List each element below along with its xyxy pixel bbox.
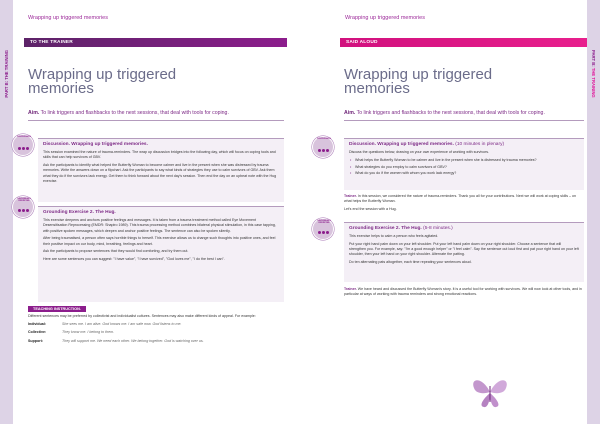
right-page	[300, 0, 600, 424]
teaching-row: Collective: They know me. I belong to them.	[28, 330, 115, 335]
teaching-row: Support: They will support me. We need each other. We belong together. God is watching over us.	[28, 338, 204, 343]
right-section-band: SAID ALOUD	[340, 38, 587, 47]
right-aim	[344, 110, 584, 121]
list-item: • What helps the Butterfly Woman to be calmer and live in the present when she is distressed by trauma memories?	[349, 158, 579, 163]
left-aim-label: Aim.	[28, 110, 40, 116]
left-discussion-p2: Ask the participants to identify what helped the Butterfly Woman to become calmer and live in the present when she was distressed by trauma memories. Write the answers down on a flipchart. Ask the participants to say what kinds of strategies they use to calm survivors of GBV. Ask them what they do if the survivors lack energy. Get them to think forward about the next day's session. Then end the day on an upbeat note with the Hug exercise.	[43, 163, 277, 183]
right-trainer-note-2: Trainer. We have heard and discussed the Butterfly Woman's story. It is a useful tool for working with survivors. We will now look at other tools, and in particular at ways of working with trauma reminders and strong emotional reactions.	[344, 287, 582, 297]
discussion-badge-icon: DISCUSSION	[12, 134, 34, 156]
teaching-intro: Different sentences may be preferred by collectivist and individualist cultures. Sentences may also make different kinds of appeal. For example:	[28, 314, 256, 318]
left-aim-text: To link triggers and flashbacks to the next sessions, that deal with tools for coping.	[39, 110, 229, 116]
left-grounding-p4: Here are some sentences you can suggest: "I have value", "I have survived", "God loves me", "I do the best I can".	[43, 256, 225, 261]
right-discussion-heading: Discussion. Wrapping up triggered memories. (10 minutes in plenary)	[349, 142, 505, 147]
left-discussion-heading: Discussion. Wrapping up triggered memories.	[43, 142, 148, 147]
teaching-instruction-tab: TEACHING INSTRUCTION.	[28, 306, 86, 312]
right-discussion-list	[349, 158, 579, 177]
teaching-row: Individual: She sees me. I am alive. God knows me. I am safe now. God listens to me.	[28, 322, 182, 327]
right-running-head: Wrapping up triggered memories	[345, 15, 425, 21]
right-grounding-box	[344, 222, 584, 282]
right-aim-label: Aim.	[344, 110, 356, 116]
list-item: • What strategies do you employ to calm survivors of GBV?	[349, 165, 579, 170]
right-trainer-note-1: Trainer. In this session, we considered the nature of trauma-reminders. Thank you all for your contributions. Next we will work at coping skills – on what helps the Butterfly Woman. Let's end the session with a Hug.	[344, 194, 577, 211]
grounding-badge-icon: GROUNDING EXERCISE	[312, 218, 334, 240]
left-grounding-box	[38, 206, 284, 302]
right-part-label: PART B: THE TRAINING	[591, 50, 596, 98]
right-page-title: Wrapping up triggered memories	[344, 66, 493, 97]
left-section-band: TO THE TRAINER	[24, 38, 287, 47]
right-grounding-heading: Grounding Exercise 2. The Hug. (5-8 minutes.)	[349, 226, 453, 231]
right-discussion-box	[344, 138, 584, 190]
left-discussion-box	[38, 138, 284, 202]
left-aim	[28, 110, 284, 121]
left-page-title: Wrapping up triggered memories	[28, 66, 177, 97]
left-running-head: Wrapping up triggered memories	[28, 15, 108, 21]
grounding-badge-icon: GROUNDING EXERCISE	[12, 196, 34, 218]
left-grounding-p3: Ask the participants to propose sentences that they would find comforting, and try them out.	[43, 249, 189, 254]
right-grounding-p1: This exercise helps to calm a person who feels agitated.	[349, 234, 439, 239]
left-grounding-heading: Grounding Exercise 2. The Hug.	[43, 210, 116, 215]
right-grounding-p3: Do ten alternating pats altogether, each time repeating your sentences aloud.	[349, 260, 472, 265]
right-discussion-intro: Discuss the questions below, drawing on your own experience of working with survivors.	[349, 150, 490, 155]
discussion-badge-icon: DISCUSSION	[312, 136, 334, 158]
list-item: • What do you do if the women with whom you work lack energy?	[349, 171, 579, 176]
left-part-label: PART B: THE TRAINING	[4, 50, 9, 98]
left-grounding-p1: This exercise deepens and anchors positive feelings and messages. It is taken from a trauma treatment method called Eye Movement Desensitisation Reprocessing (EMDR: Shapiro 1989). This trauma processing method combines bilateral physical stimulation, in this case tapping, with positive spoken messages, which deepen and anchor positive feelings. The sentence can also be spoken silently.	[43, 218, 276, 233]
left-discussion-p1: This session examined the nature of trauma-reminders. The wrap up discussion bridges into the following day, which will focus on coping tools and skills that can help survivors of GBV.	[43, 150, 276, 160]
right-grounding-p2: Put your right hand palm down on your left shoulder. Put your left hand palm down on your right shoulder. Choose a sentence that will strengthen you. For example, say: "I'm a good enough helper" or "I feel calm". Say the sentence out loud first and pat your right hand on your left shoulder, then your left hand on your right shoulder. Alternate the patting.	[349, 241, 579, 257]
teaching-instruction-body	[28, 314, 284, 344]
butterfly-icon	[468, 372, 512, 412]
right-aim-text: To link triggers and flashbacks to the next sessions, that deal with tools for coping.	[355, 110, 545, 116]
left-grounding-p2: After being traumatised, a person often says horrible things to herself. This exercise allows us to change such thoughts into positive ones, and feel their positive impact on our body, mind, breathing, feelings and heart.	[43, 236, 276, 246]
